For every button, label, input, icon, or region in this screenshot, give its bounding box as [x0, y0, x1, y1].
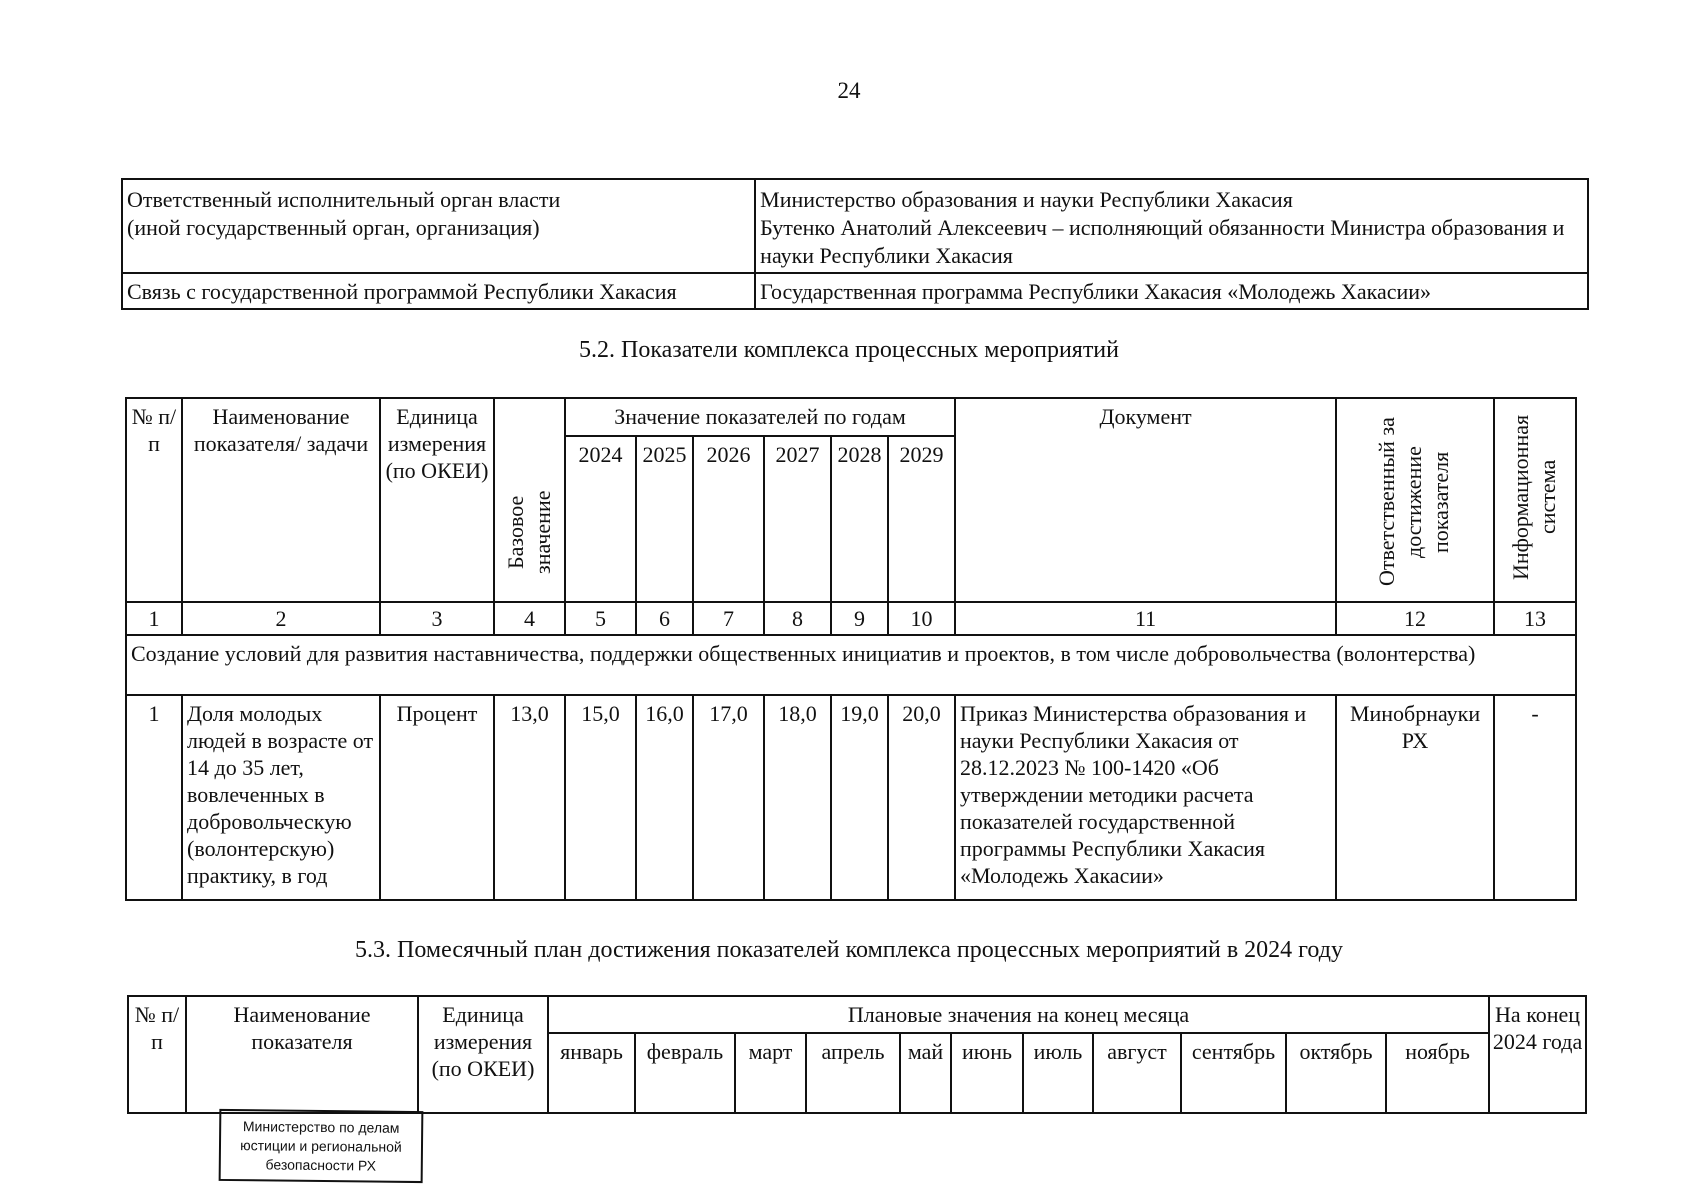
value-line: Министерство образования и науки Республики Хакасия — [760, 187, 1293, 212]
indicator-document: Приказ Министерства образования и науки Республики Хакасия от 28.12.2023 № 100-1420 «Об утверждении методики расчета показателей государственной программы Республики Хакасия «Молодежь Хакасии» — [955, 695, 1336, 900]
header-row — [128, 996, 1586, 1033]
header-responsible — [1336, 398, 1494, 602]
table-row — [122, 273, 1588, 309]
header-document: Документ — [955, 398, 1336, 602]
page-number: 24 — [837, 78, 861, 103]
header-year: 2025 — [636, 436, 693, 602]
header-responsible-text: Ответственный за достижение показателя — [1374, 417, 1454, 587]
indicator-value-2028: 19,0 — [831, 695, 888, 900]
header-month: сентябрь — [1181, 1033, 1286, 1113]
column-number: 11 — [955, 602, 1336, 635]
header-month: январь — [548, 1033, 635, 1113]
monthly-plan-table — [127, 995, 1587, 1114]
header-name: Наименование показателя/ задачи — [182, 398, 380, 602]
header-info-system — [1494, 398, 1576, 602]
header-month: июль — [1023, 1033, 1093, 1113]
column-number: 1 — [126, 602, 182, 635]
column-number: 5 — [565, 602, 636, 635]
column-number: 10 — [888, 602, 955, 635]
info-table — [121, 178, 1589, 310]
header-info-system-text: Информационная система — [1508, 414, 1561, 580]
column-number: 2 — [182, 602, 380, 635]
header-month: май — [900, 1033, 951, 1113]
column-number: 13 — [1494, 602, 1576, 635]
header-base-text: Базовое значение — [502, 490, 555, 574]
column-number: 3 — [380, 602, 494, 635]
indicators-table — [125, 397, 1577, 901]
header-year: 2026 — [693, 436, 764, 602]
header-month: август — [1093, 1033, 1181, 1113]
column-number: 7 — [693, 602, 764, 635]
value-line: Бутенко Анатолий Алексеевич – исполняющий обязанности Министра образования и науки Республики Хакасия — [760, 215, 1565, 268]
column-numbers-row — [126, 602, 1576, 635]
header-values-by-year: Значение показателей по годам — [565, 398, 955, 436]
program-link-label: Связь с государственной программой Республики Хакасия — [122, 273, 755, 309]
header-month: ноябрь — [1386, 1033, 1489, 1113]
responsible-authority-label — [122, 179, 755, 273]
header-year: 2024 — [565, 436, 636, 602]
responsible-authority-value — [755, 179, 1588, 273]
column-number: 9 — [831, 602, 888, 635]
indicator-value-2027: 18,0 — [764, 695, 831, 900]
stamp-line: безопасности РХ — [265, 1156, 377, 1174]
indicator-value-2029: 20,0 — [888, 695, 955, 900]
registration-stamp — [219, 1109, 424, 1183]
header-month: февраль — [635, 1033, 735, 1113]
indicator-info-system: - — [1494, 695, 1576, 900]
indicator-base: 13,0 — [494, 695, 565, 900]
task-row — [126, 635, 1576, 695]
header-year: 2028 — [831, 436, 888, 602]
indicator-value-2024: 15,0 — [565, 695, 636, 900]
indicator-value-2025: 16,0 — [636, 695, 693, 900]
header-month: июнь — [951, 1033, 1023, 1113]
label-line: (иной государственный орган, организация) — [127, 215, 540, 240]
header-year: 2029 — [888, 436, 955, 602]
header-base — [494, 398, 565, 602]
stamp-line: юстиции и региональной — [240, 1137, 402, 1155]
header-name: Наименование показателя — [186, 996, 418, 1113]
header-month: октябрь — [1286, 1033, 1386, 1113]
program-link-value: Государственная программа Республики Хакасия «Молодежь Хакасии» — [755, 273, 1588, 309]
column-number: 12 — [1336, 602, 1494, 635]
indicator-name: Доля молодых людей в возрасте от 14 до 35 лет, вовлеченных в добровольческую (волонтерскую) практику, в год — [182, 695, 380, 900]
row-num: 1 — [126, 695, 182, 900]
header-num: № п/п — [128, 996, 186, 1113]
column-number: 4 — [494, 602, 565, 635]
stamp-line: Министерство по делам — [242, 1118, 400, 1136]
header-row — [126, 398, 1576, 436]
header-planned-values: Плановые значения на конец месяца — [548, 996, 1489, 1033]
header-unit: Единица измерения (по ОКЕИ) — [380, 398, 494, 602]
indicator-value-2026: 17,0 — [693, 695, 764, 900]
column-number: 6 — [636, 602, 693, 635]
column-number: 8 — [764, 602, 831, 635]
header-month: март — [735, 1033, 806, 1113]
table-row — [122, 179, 1588, 273]
section-heading-5-3: 5.3. Помесячный план достижения показателей комплекса процессных мероприятий в 2024 году — [355, 937, 1343, 963]
header-num: № п/п — [126, 398, 182, 602]
header-unit: Единица измерения (по ОКЕИ) — [418, 996, 548, 1113]
section-heading-5-2: 5.2. Показатели комплекса процессных мероприятий — [578, 337, 1119, 363]
task-description: Создание условий для развития наставничества, поддержки общественных инициатив и проектов, в том числе добровольчества (волонтерства) — [126, 635, 1576, 695]
header-year: 2027 — [764, 436, 831, 602]
table-row — [126, 695, 1576, 900]
header-month: апрель — [806, 1033, 900, 1113]
label-line: Ответственный исполнительный орган власти — [127, 187, 561, 212]
indicator-unit: Процент — [380, 695, 494, 900]
indicator-responsible: Минобрнауки РХ — [1336, 695, 1494, 900]
header-end-of-year: На конец 2024 года — [1489, 996, 1586, 1113]
